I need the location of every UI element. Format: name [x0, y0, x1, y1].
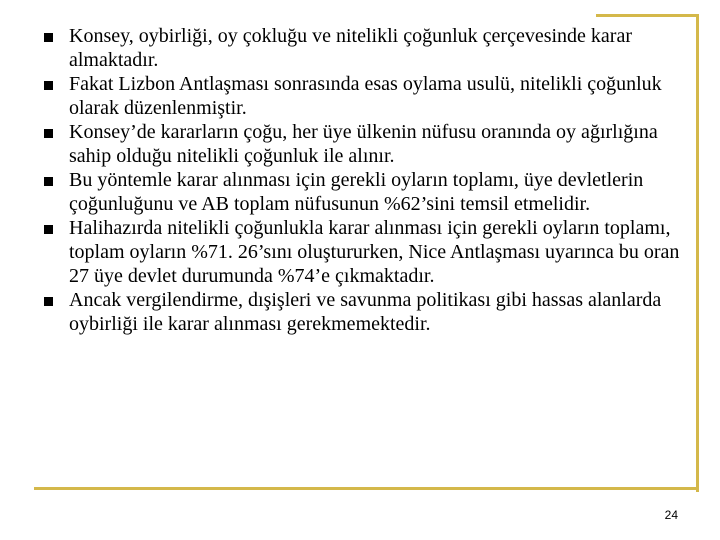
- bullet-text: Halihazırda nitelikli çoğunlukla karar alınması için gerekli oyların toplamı, toplam oyların %71. 26’sını oluştururken, Nice Antlaşması uyarınca bu oran 27 üye devlet durumunda %74’e çıkmaktadır.: [69, 217, 680, 287]
- square-bullet-icon: [44, 168, 69, 192]
- bullet-text: Konsey’de kararların çoğu, her üye ülkenin nüfusu oranında oy ağırlığına sahip olduğu nitelikli çoğunluk ile alınır.: [69, 121, 658, 167]
- bullet-item: [44, 168, 684, 216]
- square-bullet-icon: [44, 24, 69, 48]
- frame-top-border: [596, 14, 699, 17]
- square-bullet-icon: [44, 216, 69, 240]
- bullet-item: [44, 24, 684, 72]
- bullet-item: [44, 216, 684, 288]
- bullet-text: Ancak vergilendirme, dışişleri ve savunma politikası gibi hassas alanlarda oybirliği ile karar alınması gerekmemektedir.: [69, 289, 662, 335]
- frame-bottom-border: [34, 487, 699, 490]
- bullet-item: [44, 72, 684, 120]
- square-bullet-icon: [44, 120, 69, 144]
- bullet-item: [44, 288, 684, 336]
- square-bullet-icon: [44, 72, 69, 96]
- bullet-list: [44, 24, 684, 336]
- square-bullet-icon: [44, 288, 69, 312]
- bullet-text: Bu yöntemle karar alınması için gerekli oyların toplamı, üye devletlerin çoğunluğunu ve AB toplam nüfusunun %62’sini temsil etmelidir.: [69, 169, 644, 215]
- frame-right-border: [696, 14, 699, 492]
- bullet-text: Fakat Lizbon Antlaşması sonrasında esas oylama usulü, nitelikli çoğunluk olarak düzenlenmiştir.: [69, 73, 662, 119]
- page-number: 24: [664, 508, 678, 522]
- bullet-text: Konsey, oybirliği, oy çokluğu ve nitelikli çoğunluk çerçevesinde karar almaktadır.: [69, 25, 632, 71]
- bullet-item: [44, 120, 684, 168]
